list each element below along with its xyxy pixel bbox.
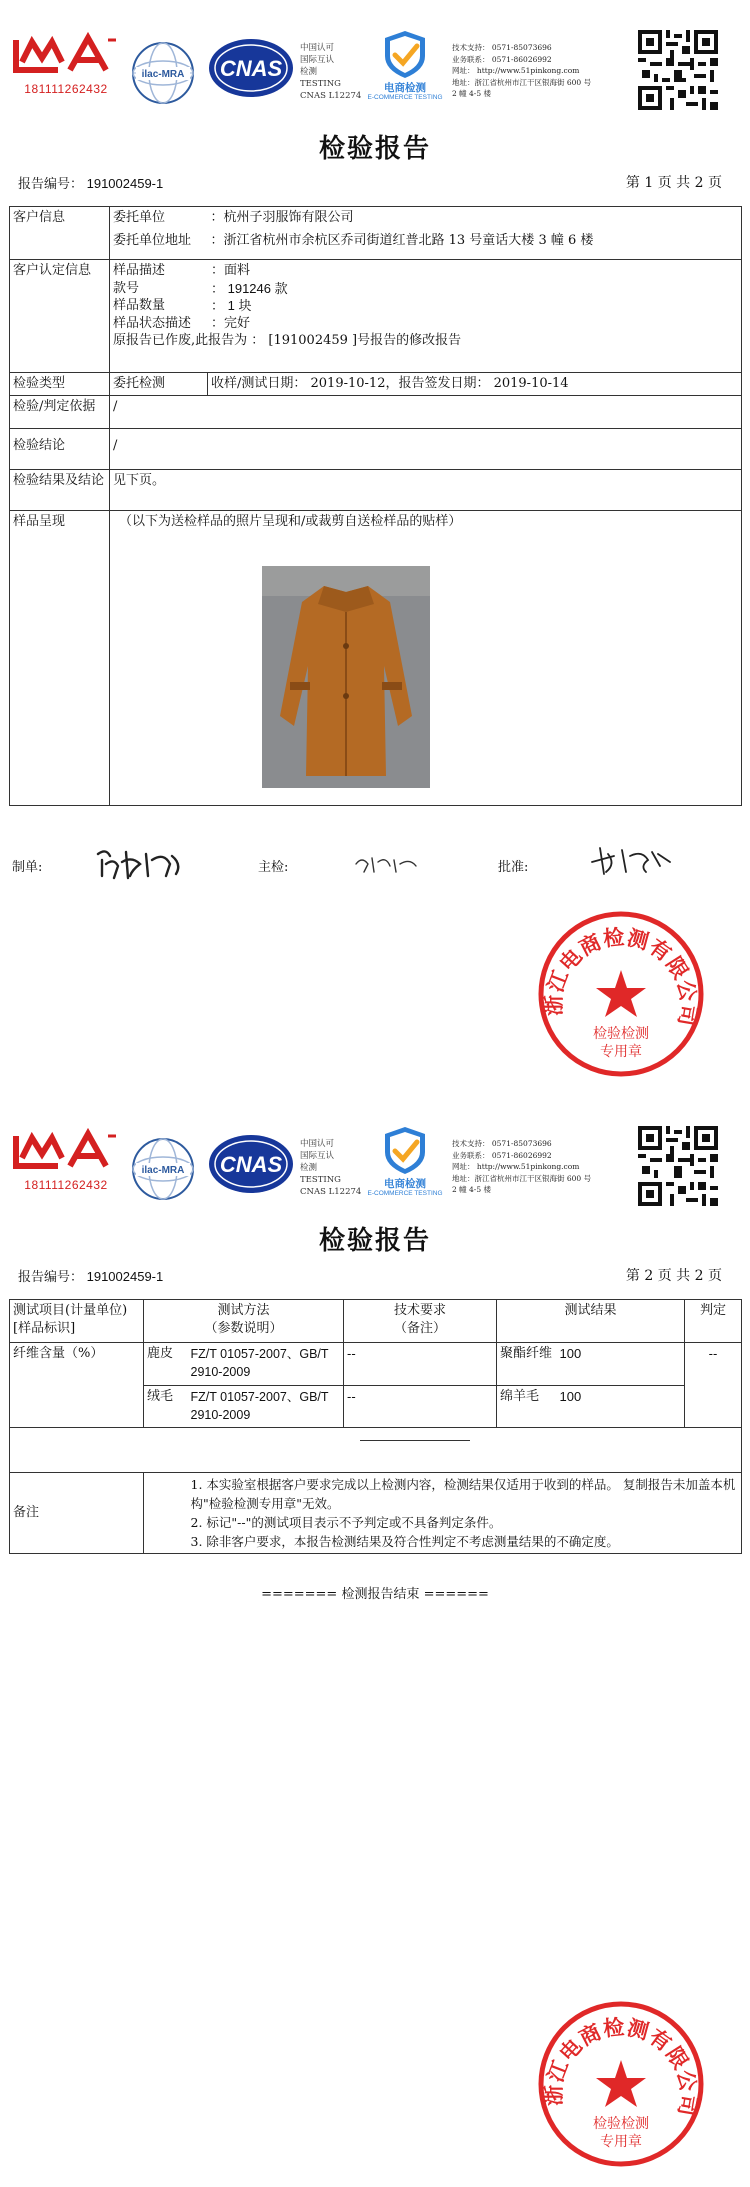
original-report-note: 原报告已作废,此报告为 ： [191002459 ]号报告的修改报告 [113, 333, 462, 348]
fiber-name: 绵羊毛 [497, 1385, 557, 1428]
conclusion-label: 检验结论 [10, 429, 110, 470]
report-title: 检验报告 [318, 1226, 431, 1256]
qr-code [638, 30, 718, 110]
page-number: 第 2 页 共 2 页 [625, 1268, 722, 1284]
fiber-value: 100 [557, 1385, 685, 1428]
client-address-row [10, 230, 742, 260]
stamp-ring-text: 浙江电商检测有限公司 [540, 2013, 702, 2119]
style-value: ： 191246 款 [211, 280, 288, 296]
table-row [10, 1343, 742, 1386]
ecom-title: 电商检测 [384, 1178, 426, 1190]
report-info-table [9, 206, 742, 806]
results-row [10, 470, 742, 511]
ilac-label: ilac-MRA [141, 69, 185, 80]
col-req-sub: （备注） [393, 1321, 446, 1336]
report-number: 报告编号： 191002459-1 [18, 1269, 164, 1284]
remark-3: 3. 除非客户要求，本报告检测结果及符合性判定不考虑测量结果的不确定度。 [190, 1534, 619, 1549]
cma-number: 181111262432 [24, 1178, 108, 1192]
cert-line: 国际互认 [300, 1151, 335, 1161]
cert-line: 国际互认 [300, 55, 335, 65]
conclusion-value: / [110, 429, 742, 470]
signature-row [0, 848, 750, 898]
cert-line: CNAS L12274 [300, 1187, 362, 1197]
ilac-mra-logo [130, 1136, 196, 1202]
accreditation-text [300, 1138, 361, 1198]
ecommerce-testing-logo [365, 28, 445, 110]
col-req-header [344, 1300, 497, 1343]
cert-line: 检测 [300, 67, 318, 77]
remarks-content [188, 1473, 742, 1554]
contact-line: 业务联系： 0571-86026992 [452, 54, 552, 64]
inspector-label: 主检: [258, 860, 289, 875]
client-address-value: ：浙江省杭州市余杭区乔司街道红普北路 13 号童话大楼 3 幢 6 楼 [208, 230, 742, 260]
fiber-value: 100 [557, 1343, 685, 1386]
col-result-header: 测试结果 [497, 1300, 685, 1343]
maker-label: 制单: [12, 860, 43, 875]
customer-confirm-label: 客户认定信息 [10, 260, 110, 373]
table-header-row [10, 1300, 742, 1343]
sample-presentation-label: 样品呈现 [10, 511, 110, 806]
client-label: 委托单位 [110, 207, 208, 230]
remarks-spacer [144, 1473, 188, 1554]
part-name: 鹿皮 [144, 1343, 188, 1386]
qty-label: 样品数量 [113, 298, 166, 313]
cert-line: 中国认可 [300, 43, 335, 53]
conclusion-row [10, 429, 742, 470]
stamp-inner-1: 检验检测 [593, 2116, 649, 2132]
sample-presentation-row [10, 511, 742, 806]
contact-line: 技术支持： 0571-85073696 [452, 1139, 552, 1148]
contact-info [452, 42, 591, 100]
ecommerce-testing-logo [365, 1124, 445, 1206]
col-method-sub: （参数说明） [204, 1321, 283, 1336]
ilac-mra-logo [130, 40, 196, 106]
results-label: 检验结果及结论 [10, 470, 110, 511]
test-method: FZ/T 01057-2007、GB/T 2910-2009 [188, 1385, 344, 1428]
contact-line: 技术支持： 0571-85073696 [452, 43, 552, 52]
fiber-name: 聚酯纤维 [497, 1343, 557, 1386]
test-type-value: 委托检测 [110, 373, 208, 396]
test-method: FZ/T 01057-2007、GB/T 2910-2009 [188, 1343, 344, 1386]
contact-line: 地址：浙江省杭州市江干区银海街 600 号 [452, 1173, 592, 1183]
customer-confirm-row [10, 260, 742, 373]
accreditation-text [300, 42, 361, 102]
cert-line: 中国认可 [300, 1139, 335, 1149]
divider-row [10, 1428, 742, 1473]
star-icon [596, 2060, 646, 2107]
sample-presentation-cell [110, 511, 742, 806]
approver-signature [586, 842, 676, 878]
test-type-row [10, 373, 742, 396]
contact-line: 网址： http://www.51pinkong.com [452, 66, 580, 75]
part-name: 绒毛 [144, 1385, 188, 1428]
ecom-title: 电商检测 [384, 82, 426, 94]
cma-number: 181111262432 [24, 82, 108, 96]
report-number: 报告编号： 191002459-1 [18, 176, 164, 191]
client-address-label: 委托单位地址 [110, 230, 208, 260]
remarks-label: 备注 [10, 1473, 144, 1554]
cnas-label: CNAS [219, 1152, 283, 1177]
contact-line: 2 幢 4-5 楼 [452, 1185, 492, 1194]
basis-value: / [110, 396, 742, 429]
divider-line [360, 1440, 470, 1441]
maker-signature [92, 842, 188, 882]
ecom-subtitle: E-COMMERCE TESTING [367, 94, 443, 101]
cnas-logo [208, 1134, 294, 1194]
basis-row [10, 396, 742, 429]
page-number: 第 1 页 共 2 页 [625, 175, 722, 191]
remarks-row [10, 1473, 742, 1554]
contact-info [452, 1138, 591, 1196]
requirement: -- [344, 1343, 497, 1386]
test-type-label: 检验类型 [10, 373, 110, 396]
divider-cell [10, 1428, 742, 1473]
contact-line: 网址： http://www.51pinkong.com [452, 1162, 580, 1171]
remark-1: 1. 本实验室根据客户要求完成以上检测内容，检测结果仅适用于收到的样品。 复制报告未加盖本机构"检验检测专用章"无效。 [190, 1477, 736, 1511]
test-results-table [9, 1299, 742, 1554]
report-end-marker: ======= 检测报告结束 ====== [261, 1587, 489, 1602]
ilac-label: ilac-MRA [141, 1165, 185, 1176]
basis-label: 检验/判定依据 [10, 396, 110, 429]
col-method-header [144, 1300, 344, 1343]
cma-logo [12, 1128, 120, 1198]
sample-photo-note: （以下为送检样品的照片呈现和/或裁剪自送检样品的贴样） [119, 514, 462, 529]
test-dates: 收样/测试日期： 2019-10-12，报告签发日期： 2019-10-14 [208, 373, 742, 396]
style-label: 款号 [113, 280, 140, 296]
cert-line: TESTING [300, 1175, 341, 1185]
col-item-header [10, 1300, 144, 1343]
col-item-sub: [样品标识] [13, 1321, 76, 1336]
state-label: 样品状态描述 [113, 315, 192, 331]
report-header [0, 1096, 750, 1206]
star-icon [596, 970, 646, 1017]
customer-info-label: 客户信息 [10, 207, 110, 260]
cert-line: TESTING [300, 79, 341, 89]
client-value: ：杭州子羽服饰有限公司 [208, 207, 742, 230]
stamp-inner-2: 专用章 [600, 2134, 642, 2150]
approver-label: 批准: [498, 860, 529, 875]
remark-2: 2. 标记"--"的测试项目表示不予判定或不具备判定条件。 [190, 1515, 502, 1530]
judgement: -- [685, 1343, 742, 1428]
stamp-inner-1: 检验检测 [593, 1026, 649, 1042]
col-req-title: 技术要求 [393, 1303, 446, 1318]
report-title: 检验报告 [318, 134, 431, 164]
sample-info-block [110, 260, 742, 373]
stamp-ring-text: 浙江电商检测有限公司 [540, 923, 702, 1029]
results-value: 见下页。 [110, 470, 742, 511]
inspector-signature [352, 848, 422, 878]
ecom-subtitle: E-COMMERCE TESTING [367, 1190, 443, 1197]
report-header [0, 0, 750, 110]
sample-photo [262, 566, 430, 788]
company-stamp [537, 2000, 705, 2168]
cnas-logo [208, 38, 294, 98]
contact-line: 业务联系： 0571-86026992 [452, 1150, 552, 1160]
cert-line: CNAS L12274 [300, 91, 362, 101]
sample-desc-value: ：面料 [211, 263, 251, 278]
qr-code [638, 1126, 718, 1206]
col-item-title: 测试项目(计量单位) [13, 1303, 128, 1318]
report-page-2 [0, 1096, 750, 2187]
sample-desc-label: 样品描述 [113, 263, 166, 278]
requirement: -- [344, 1385, 497, 1428]
cert-line: 检测 [300, 1163, 318, 1173]
cma-logo [12, 32, 120, 102]
contact-line: 地址：浙江省杭州市江干区银海街 600 号 [452, 77, 592, 87]
cnas-label: CNAS [219, 56, 283, 81]
stamp-inner-2: 专用章 [600, 1044, 642, 1060]
col-judge-header: 判定 [685, 1300, 742, 1343]
qty-value: ： 1 块 [211, 298, 252, 313]
contact-line: 2 幢 4-5 楼 [452, 89, 492, 98]
company-stamp [537, 910, 705, 1078]
customer-info-row [10, 207, 742, 230]
state-value: ：完好 [211, 315, 251, 331]
item-name: 纤维含量（%） [10, 1343, 144, 1428]
col-method-title: 测试方法 [217, 1303, 270, 1318]
